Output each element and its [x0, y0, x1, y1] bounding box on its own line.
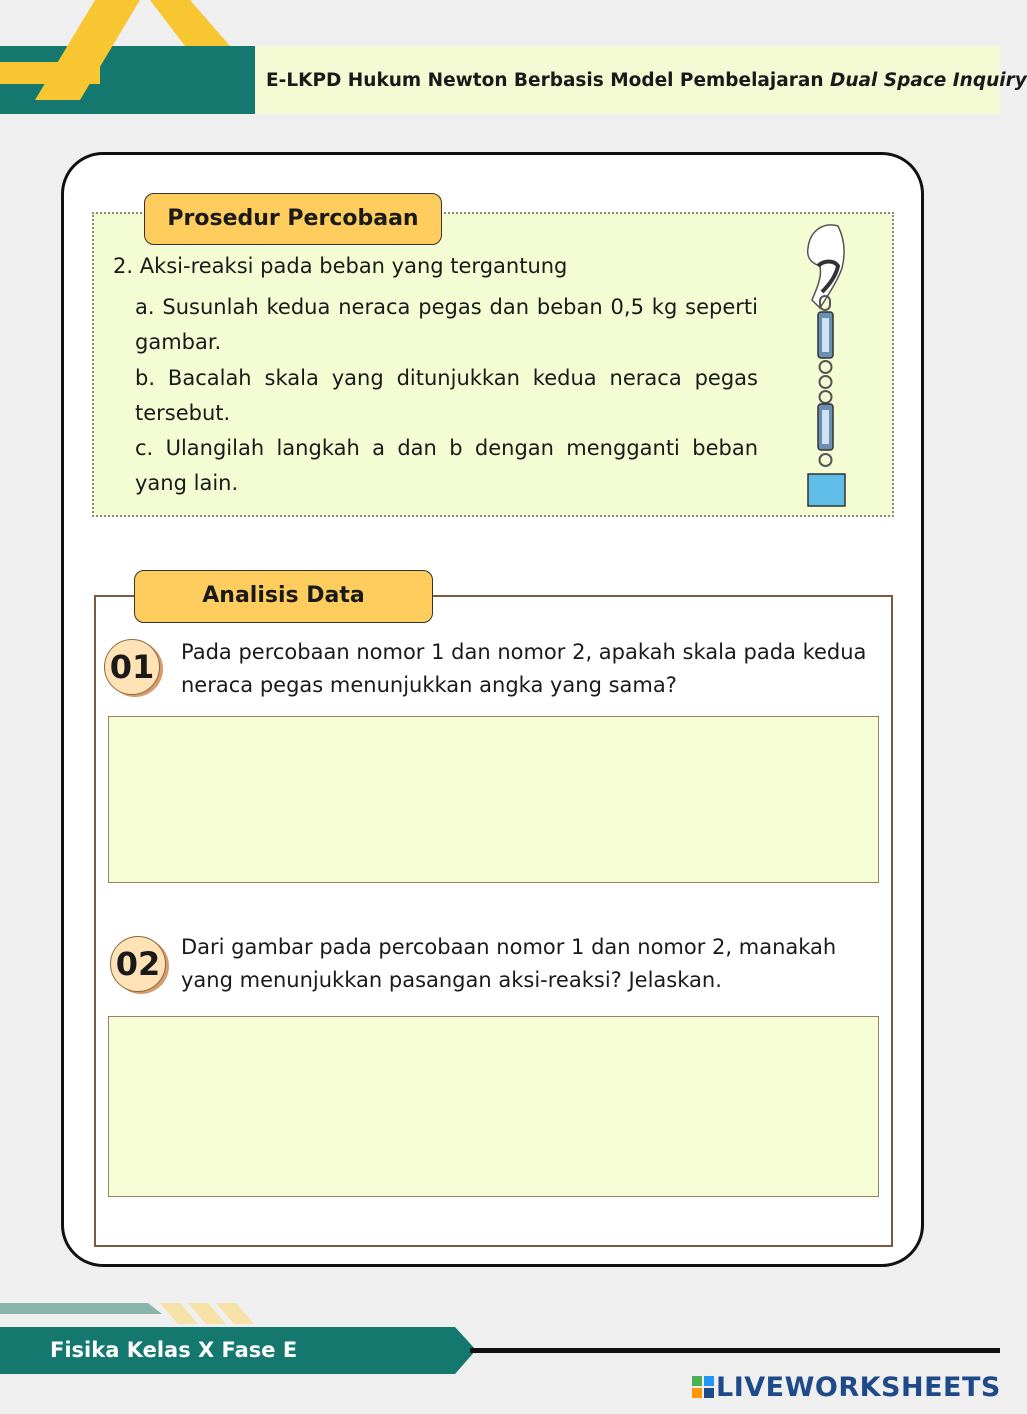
- header-title-main: E-LKPD Hukum Newton Berbasis Model Pembelajaran: [266, 70, 830, 91]
- question-number-badge: 01: [104, 639, 160, 695]
- chain-link: [820, 391, 832, 403]
- weight-block-icon: [808, 474, 845, 506]
- header-decoration: [0, 0, 260, 115]
- procedure-step-c: c. Ulangilah langkah a dan b dengan mengganti beban yang lain.: [135, 436, 758, 495]
- question-text: Dari gambar pada percobaan nomor 1 dan nomor 2, manakah yang menunjukkan pasangan aksi-reaksi? Jelaskan.: [181, 935, 837, 992]
- liveworksheets-logo-icon: [692, 1376, 714, 1398]
- procedure-step-a: a. Susunlah kedua neraca pegas dan beban 0,5 kg seperti gambar.: [135, 295, 758, 354]
- chain-link: [820, 361, 832, 373]
- analysis-heading: Analisis Data: [134, 570, 433, 623]
- procedure-step-b: b. Bacalah skala yang ditunjukkan kedua neraca pegas tersebut.: [135, 366, 758, 425]
- brand-text: LIVEWORKSHEETS: [716, 1372, 1001, 1403]
- footer-teal-light-stripe: [0, 1303, 162, 1314]
- liveworksheets-brand: [692, 1372, 1001, 1403]
- footer-label: Fisika Kelas X Fase E: [50, 1338, 298, 1362]
- header-title-italic: Dual Space Inquiry: [829, 70, 1027, 91]
- procedure-title: 2. Aksi-reaksi pada beban yang tergantung: [113, 254, 568, 278]
- header-title: [266, 70, 1027, 91]
- header-yellow-stripe-2: [150, 0, 230, 46]
- chain-link: [820, 376, 832, 388]
- procedure-heading: Prosedur Percobaan: [144, 193, 442, 245]
- answer-field-2[interactable]: [108, 1016, 879, 1197]
- question-text: Pada percobaan nomor 1 dan nomor 2, apakah skala pada kedua neraca pegas menunjukkan angka yang sama?: [181, 640, 867, 697]
- footer-line: [470, 1348, 1000, 1353]
- question-number-badge: 02: [110, 936, 166, 992]
- header-yellow-bar: [0, 62, 100, 84]
- chain-link: [820, 454, 832, 466]
- spring-balance-illustration: [790, 220, 860, 512]
- answer-field-1[interactable]: [108, 716, 879, 883]
